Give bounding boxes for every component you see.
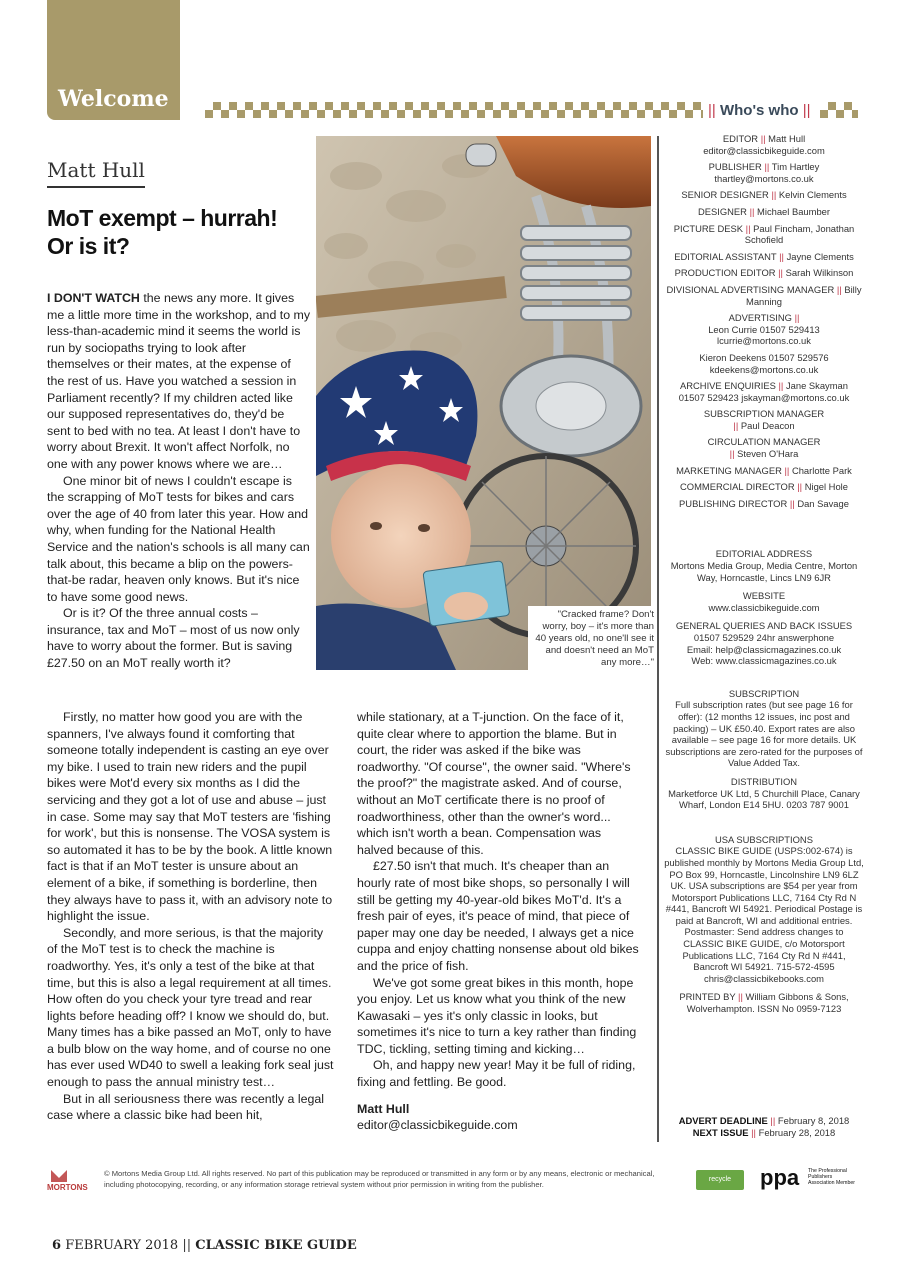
recycle-icon: recycle [696,1170,744,1190]
deadlines [664,1115,864,1139]
signature-email: editor@classicbikeguide.com [357,1118,518,1133]
article-column-1 [47,290,311,672]
article-column-1-lower [47,709,335,1124]
copyright-notice: © Mortons Media Group Ltd. All rights reserved. No part of this publication may be reproduced or transmitted in any form or by any means, electronic or mechanical, including photocopying, recording, or any information storage retrieval system without prior permission in writing from the publisher. [104,1169,655,1189]
usa-subscriptions: USA SUBSCRIPTIONS CLASSIC BIKE GUIDE (USPS:002-674) is published monthly by Mortons Media Group Ltd, PO Box 99, Horncastle, Lincolnshire LN9 6LZ UK. USA subscriptions are $54 per year from Motorsport Publications LLC, 7164 Cty Rd N #441, Bancroft WI 54921. Periodical Postage is paid at Bancroft, WI and additional entries. Postmaster: Send address changes to CLASSIC BIKE GUIDE, c/o Motorsport Publications LLC, 7164 Cty Rd N #441, Bancroft WI 54921. 715-572-4595 chris@classicbikebooks.com [664,833,864,984]
staff-entry: ARCHIVE ENQUIRIES || Jane Skayman 01507 529423 jskayman@mortons.co.uk [678,380,850,403]
staff-entry: Kieron Deekens 01507 529576 kdeekens@mortons.co.uk [699,351,829,375]
staff-entry: ADVERTISING || Leon Currie 01507 529413 lcurrie@mortons.co.uk [708,312,820,347]
welcome-tab [47,0,180,120]
paragraph: We've got some great bikes in this month, hope you enjoy. Let us know what you think of the new Kawasaki – yes it's only classic in looks, but sometimes it's nice to turn a key rather than finding TDC, tickling, setting timing and kicking… [357,975,637,1056]
staff-entry: PUBLISHER || Tim Hartley thartley@mortons.co.uk [708,161,820,184]
checker-strip-end [820,102,858,118]
paragraph: Secondly, and more serious, is that the majority of the MoT test is to check the machine is roadworthy. Yes, it's only a test of the bike at that time, but this is also a legal requirement at all times. How often do you check your tyre tread and rear lights before heading off? I know we should do, but. Many times has a bike passed an MoT, only to have a bulb blow on the way home, and of course no one has ever used WD40 to swell a leaking fork seal just enough to pass the annual ministry test… [47,925,334,1090]
whos-who-heading: || Who's who || [708,102,811,119]
next-issue: NEXT ISSUE || February 28, 2018 [692,1127,836,1138]
signature-name: Matt Hull [357,1101,410,1116]
printed-by: PRINTED BY || William Gibbons & Sons, Wolverhampton. ISSN No 0959-7123 [679,991,849,1015]
paragraph: Firstly, no matter how good you are with the spanners, I've always found it comforting that someone totally independent is casting an eye over my bike. I used to train new riders and the pupil bikes were Mot'd every six months as I did the servicing and they got a lot of use and abuse – just in case. Some may say that MoT testers are 'fishing for work', but this is nonsense. The VOSA system is so automated it has to be by the book. A little known fact is that if an MoT tester is unsure about an element of a bike, if something is borderline, then they always have to pass it, with an advisory note to highlight the issue. [47,710,333,924]
subscription-info: SUBSCRIPTION Full subscription rates (but see page 16 for offer): (12 months 12 issues, inc post and packing) – UK £50.40. Export rates are also available – see page 16 for more details. UK subscriptions are zero-rated for the purposes of Value Added Tax. [665,687,863,769]
page-folio: 6 FEBRUARY 2018 || CLASSIC BIKE GUIDE [52,1238,357,1253]
staff-entry: DESIGNER || Michael Baumber [697,205,830,217]
section-label: Welcome [58,86,169,112]
staff-entry: PICTURE DESK || Paul Fincham, Jonathan Schofield [673,222,855,246]
svg-text:MORTONS: MORTONS [47,1183,88,1192]
staff-entry: SENIOR DESIGNER || Kelvin Clements [681,189,847,201]
checker-strip [205,102,703,118]
paragraph: Or is it? Of the three annual costs – insurance, tax and MoT – most of us now only have to worry about the former. But is saving £27.50 on an MoT really worth it? [47,606,300,671]
staff-entry: CIRCULATION MANAGER || Steven O'Hara [707,436,821,460]
staff-entry: DIVISIONAL ADVERTISING MANAGER || Billy Manning [666,283,862,307]
paragraph: while stationary, at a T-junction. On the face of it, quite clear where to apportion the blame. But in court, the rider was asked if the bike was roadworthy. "Of course", the owner said. "Where's the proof?" the magistrate asked. And of course, without an MoT certificate there is no proof of roadworthiness, other than the owner's word... which isn't worth a bean. Compensation was halved because of this. [357,710,631,857]
signature [357,1101,641,1134]
website-info: WEBSITE www.classicbikeguide.com [708,590,820,613]
staff-entry: EDITORIAL ASSISTANT || Jayne Clements [674,250,854,262]
photo-caption: "Cracked frame? Don't worry, boy – it's more than 40 years old, no one'll see it and doesn't need an MoT any more…" [528,606,658,673]
ppa-logo-icon: ppa [760,1165,800,1190]
staff-list [664,133,864,1022]
magazine-name: CLASSIC BIKE GUIDE [195,1238,357,1253]
general-queries: GENERAL QUERIES AND BACK ISSUES 01507 529529 24hr answerphone Email: help@classicmagazines.co.uk Web: www.classicmagazines.co.uk [675,620,853,667]
staff-entry: COMMERCIAL DIRECTOR || Nigel Hole [680,481,848,493]
ppa-member-text: The Professional Publishers Association Member [808,1168,855,1186]
column-divider [657,136,659,1142]
page-number: 6 [52,1238,62,1253]
staff-entry: PUBLISHING DIRECTOR || Dan Savage [679,497,849,509]
advert-deadline: ADVERT DEADLINE || February 8, 2018 [678,1115,850,1126]
photo-child-motorcycle [316,136,651,670]
paragraph: But in all seriousness there was recently a legal case where a classic bike had been hit, [47,1091,325,1123]
paragraph: I DON'T WATCH the news any more. It gives me a little more time in the workshop, and to my less-than-academic mind it seems the world is run by sociopaths trying to look after themselves or their mates, at the expense of the rest of us. Have you watched a session in Parliament recently? If my children acted like our supposed representatives do, they'd be sent to bed with no tea. At least I don't have to worry about Brexit. It won't affect Norfolk, no one with any power knows where we are… [47,291,311,471]
editorial-address: EDITORIAL ADDRESS Mortons Media Group, Media Centre, Morton Way, Horncastle, Lincs LN9 6JR [670,548,858,583]
distribution-info: DISTRIBUTION Marketforce UK Ltd, 5 Churchill Place, Canary Wharf, London E14 5HU. 0203 787 9001 [668,775,860,811]
staff-entry: SUBSCRIPTION MANAGER || Paul Deacon [703,408,825,431]
issue-date: FEBRUARY 2018 [65,1238,179,1253]
staff-entry: EDITOR || Matt Hull editor@classicbikeguide.com [703,133,825,156]
author-name: Matt Hull [47,158,145,188]
paragraph: One minor bit of news I couldn't escape is the scrapping of MoT tests for bikes and cars over the age of 40 from later this year. How and why, when funding for the National Health Service and the nation's schools is all many can talk about, this became a blip on the powers-that-be radar, heaven only knows. But it's nice to have some good news. [47,473,310,604]
headline: MoT exempt – hurrah! Or is it? [47,205,278,259]
paragraph: £27.50 isn't that much. It's cheaper than an hourly rate of most bike shops, so personally I will still be getting my 40-year-old bikes MoT'd. It's a fresh pair of eyes, it's peace of mind, that piece of paper may one day be needed, I always get a nice cuppa and enjoy chatting nonsense about old bikes and the price of fish. [357,859,639,973]
article-photo [316,136,651,670]
article-column-2 [357,709,641,1134]
paragraph: Oh, and happy new year! May it be full of riding, fixing and fettling. Be good. [357,1058,636,1090]
staff-entry: MARKETING MANAGER || Charlotte Park [676,464,852,476]
mortons-logo-icon [47,1168,101,1192]
staff-entry: PRODUCTION EDITOR || Sarah Wilkinson [674,267,854,279]
